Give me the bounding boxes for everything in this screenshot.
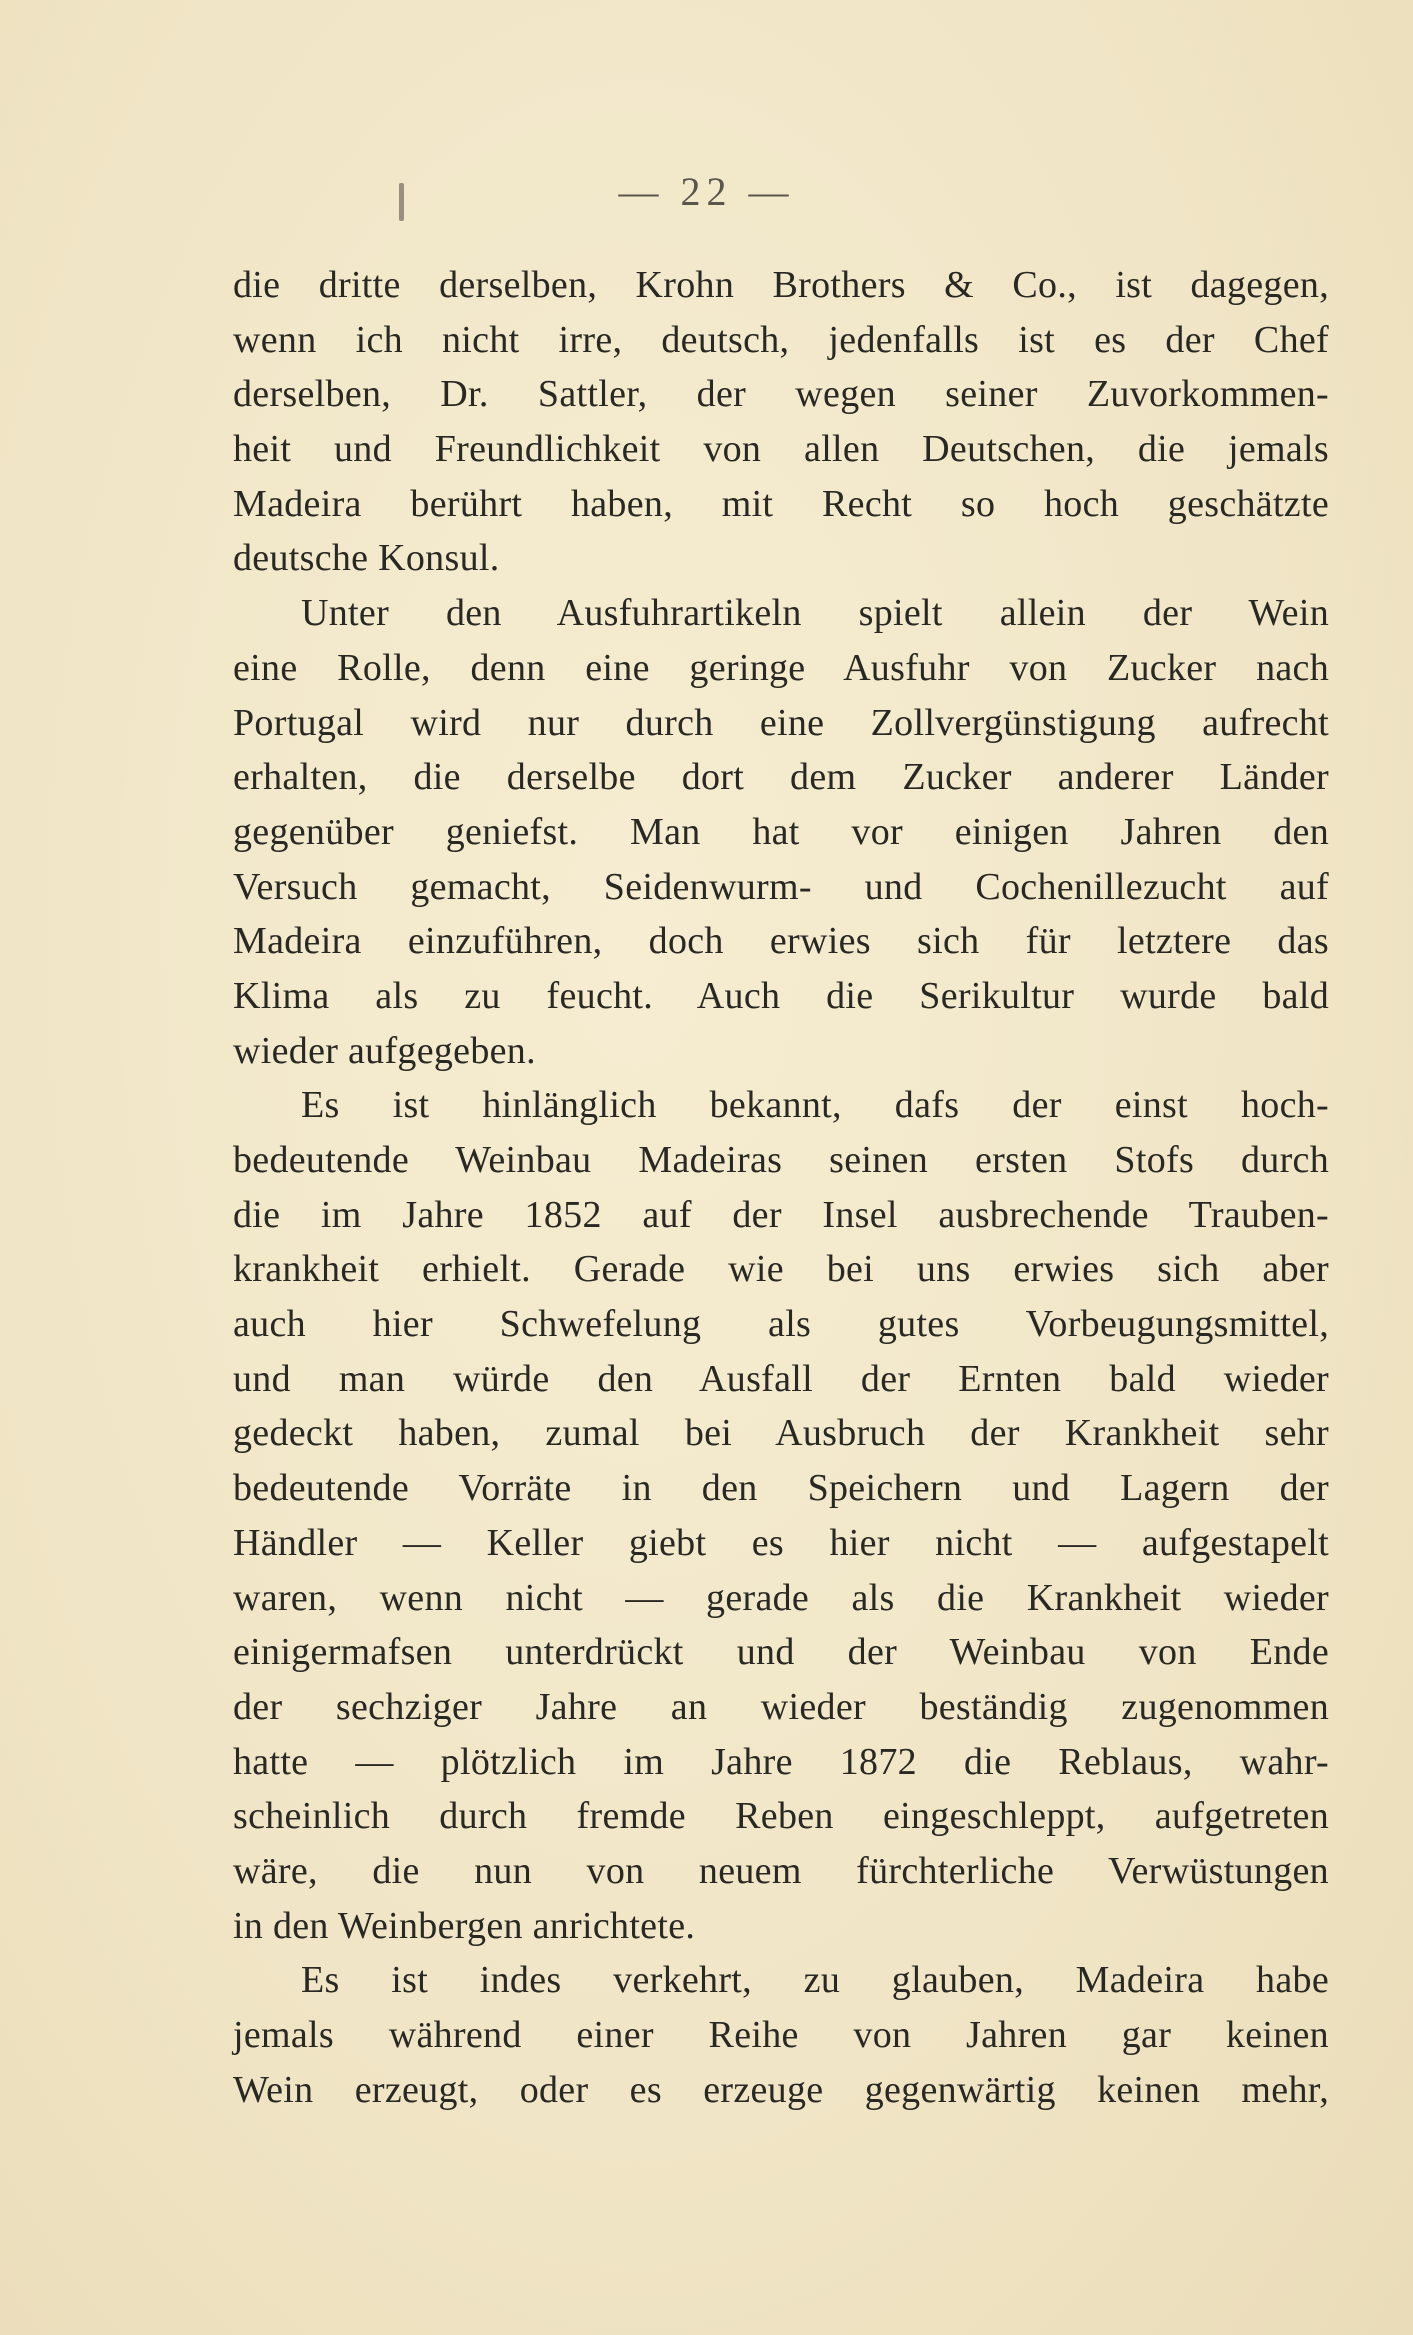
text-line: und man würde den Ausfall der Ernten bald wieder	[233, 1357, 1329, 1400]
body-text	[233, 258, 1329, 2117]
text-line: bedeutende Weinbau Madeiras seinen ersten Stofs durch	[233, 1139, 1329, 1181]
text-line: hatte — plötzlich im Jahre 1872 die Reblaus, wahr-	[233, 1740, 1329, 1783]
text-line: in den Weinbergen anrichtete.	[233, 1904, 696, 1947]
text-line: wenn ich nicht irre, deutsch, jedenfalls ist es der Chef	[233, 318, 1329, 361]
text-line: bedeutende Vorräte in den Speichern und Lagern der	[233, 1467, 1329, 1510]
text-line: wäre, die nun von neuem fürchterliche Verwüstungen	[233, 1849, 1329, 1892]
text-line: auch hier Schwefelung als gutes Vorbeugungsmittel,	[233, 1303, 1329, 1346]
text-line: der sechziger Jahre an wieder beständig zugenommen	[233, 1685, 1329, 1728]
text-line: erhalten, die derselbe dort dem Zucker anderer Länder	[233, 756, 1329, 799]
text-line: die dritte derselben, Krohn Brothers & Co., ist dagegen,	[233, 264, 1329, 306]
text-line: Wein erzeugt, oder es erzeuge gegenwärtig keinen mehr,	[233, 2068, 1329, 2111]
text-line: eine Rolle, denn eine geringe Ausfuhr von Zucker nach	[233, 646, 1329, 689]
text-line: gegenüber geniefst. Man hat vor einigen Jahren den	[233, 810, 1329, 853]
text-line: waren, wenn nicht — gerade als die Krankheit wieder	[233, 1576, 1329, 1619]
page-number: — 22 —	[618, 169, 795, 214]
text-line: die im Jahre 1852 auf der Insel ausbrechende Trauben-	[233, 1193, 1329, 1236]
text-line: scheinlich durch fremde Reben eingeschleppt, aufgetreten	[233, 1795, 1329, 1838]
text-line: jemals während einer Reihe von Jahren gar keinen	[233, 2014, 1329, 2056]
text-line: heit und Freundlichkeit von allen Deutschen, die jemals	[233, 428, 1329, 471]
text-line: Unter den Ausfuhrartikeln spielt allein der Wein	[301, 592, 1329, 635]
text-line: deutsche Konsul.	[233, 537, 500, 580]
text-line: Händler — Keller giebt es hier nicht — aufgestapelt	[233, 1521, 1329, 1564]
text-line: Klima als zu feucht. Auch die Serikultur wurde bald	[233, 974, 1329, 1017]
text-line: Madeira berührt haben, mit Recht so hoch geschätzte	[233, 482, 1329, 525]
text-line: wieder aufgegeben.	[233, 1029, 536, 1072]
text-line: einigermafsen unterdrückt und der Weinbau von Ende	[233, 1631, 1329, 1674]
text-line: Es ist hinlänglich bekannt, dafs der einst hoch-	[301, 1084, 1329, 1127]
text-line: Madeira einzuführen, doch erwies sich für letztere das	[233, 920, 1329, 963]
text-line: derselben, Dr. Sattler, der wegen seiner Zuvorkommen-	[233, 373, 1329, 416]
text-line: Versuch gemacht, Seidenwurm- und Cochenillezucht auf	[233, 865, 1329, 908]
text-line: krankheit erhielt. Gerade wie bei uns erwies sich aber	[233, 1248, 1329, 1291]
text-line: gedeckt haben, zumal bei Ausbruch der Krankheit sehr	[233, 1412, 1329, 1455]
text-line: Portugal wird nur durch eine Zollvergünstigung aufrecht	[233, 701, 1329, 744]
text-line: Es ist indes verkehrt, zu glauben, Madeira habe	[301, 1959, 1329, 2002]
